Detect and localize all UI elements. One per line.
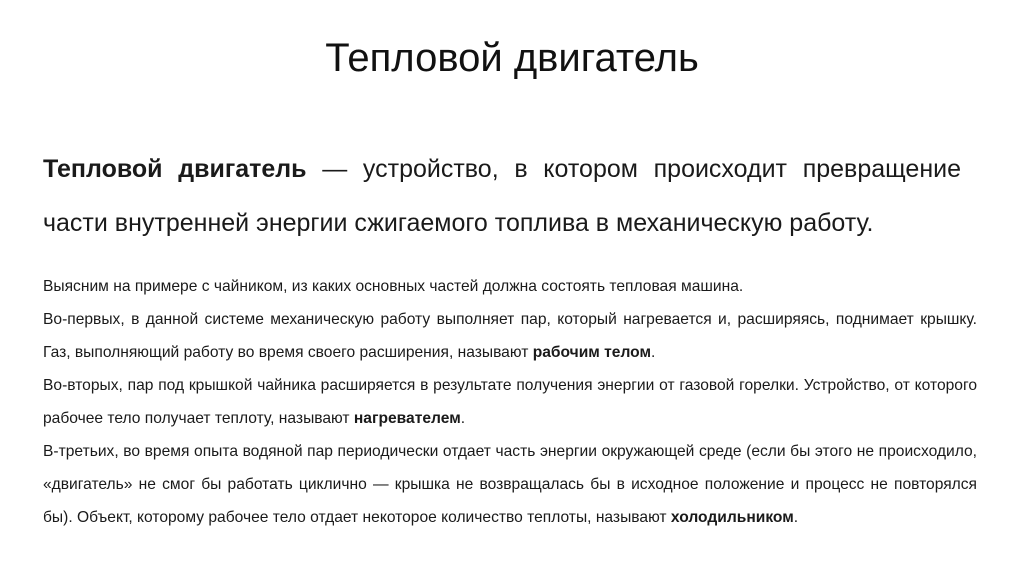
term-cooler: холодильником: [670, 509, 794, 526]
slide-title: Тепловой двигатель: [325, 36, 699, 80]
paragraph-working-body: [43, 303, 977, 369]
term-heater: нагревателем: [353, 410, 461, 427]
paragraph-intro: [43, 270, 977, 303]
paragraph-working-body-text: Во-первых, в данной системе механическую работу выполняет пар, который нагревается и, расширяясь, поднимает крышку. Газ, выполняющий работу во время своего расширения, называют: [43, 311, 977, 361]
paragraph-heater-text: Во-вторых, пар под крышкой чайника расширяется в результате получения энергии от газовой горелки. Устройство, от которого рабочее тело получает теплоту, называют: [43, 377, 977, 427]
paragraph-heater-end: .: [460, 410, 466, 427]
paragraph-cooler-end: .: [793, 509, 799, 526]
definition-paragraph: [43, 142, 961, 250]
term-working-body: рабочим телом: [532, 344, 652, 361]
body-text: [43, 270, 977, 534]
definition-text: — устройство, в котором происходит превращение части внутренней энергии сжигаемого топлива в механическую работу.: [43, 155, 961, 237]
paragraph-intro-text: Выясним на примере с чайником, из каких основных частей должна состоять тепловая машина.: [43, 278, 744, 295]
paragraph-cooler: [43, 435, 977, 534]
definition-term: Тепловой двигатель: [43, 155, 307, 183]
paragraph-cooler-text: В-третьих, во время опыта водяной пар периодически отдает часть энергии окружающей среде (если бы этого не происходило, «двигатель» не смог бы работать циклично — крышка не возвращалась бы в исходное положение и процесс не повторялся бы). Объект, которому рабочее тело отдает некоторое количество теплоты, называют: [43, 443, 977, 526]
paragraph-heater: [43, 369, 977, 435]
paragraph-working-body-end: .: [651, 344, 656, 361]
